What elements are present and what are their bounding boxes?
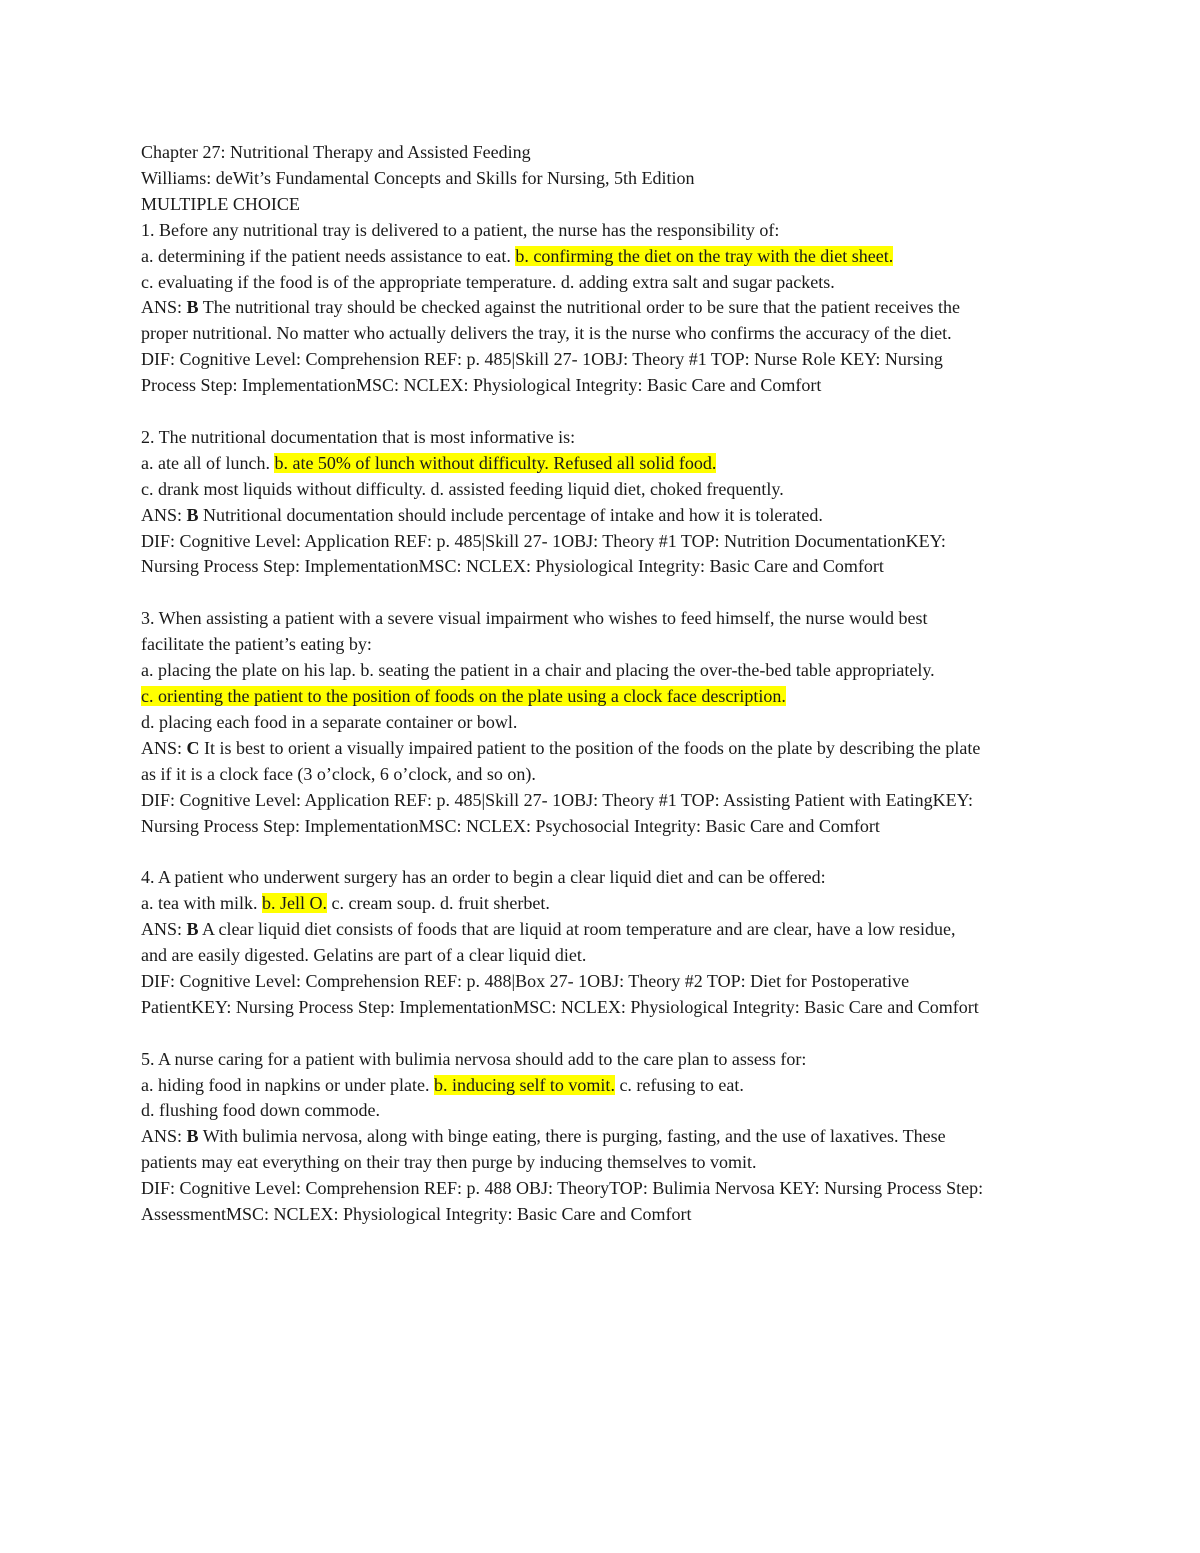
- options-line: [141, 710, 1081, 736]
- book-title: Williams: deWit’s Fundamental Concepts and Skills for Nursing, 5th Edition: [141, 167, 695, 188]
- question-metadata: DIF: Cognitive Level: Application REF: p. 485|Skill 27- 1OBJ: Theory #1 TOP: Assisting Patient with EatingKEY:: [141, 789, 973, 810]
- answer-rationale: [141, 917, 1081, 943]
- rationale-text: It is best to orient a visually impaired patient to the position of the foods on the plate by describing the plate: [199, 737, 981, 758]
- correct-answer-highlight: b. confirming the diet on the tray with the diet sheet.: [515, 245, 894, 266]
- answer-prefix: ANS:: [141, 297, 187, 318]
- options-line: [141, 477, 1081, 503]
- question-block: [141, 1047, 1081, 1228]
- question-metadata: PatientKEY: Nursing Process Step: ImplementationMSC: NCLEX: Physiological Integrity: Basic Care and Comfort: [141, 996, 979, 1017]
- option-text: a. placing the plate on his lap. b. seating the patient in a chair and placing the over-the-bed table appropriately.: [141, 660, 935, 681]
- answer-letter: B: [186, 504, 199, 525]
- section-heading: MULTIPLE CHOICE: [141, 193, 300, 214]
- answer-letter: B: [186, 1126, 199, 1147]
- options-line: [141, 1073, 1081, 1099]
- answer-prefix: ANS:: [141, 919, 187, 940]
- question-metadata: Nursing Process Step: ImplementationMSC: NCLEX: Psychosocial Integrity: Basic Care and Comfort: [141, 815, 880, 836]
- question-stem: 5. A nurse caring for a patient with bulimia nervosa should add to the care plan to assess for:: [141, 1048, 807, 1069]
- answer-prefix: ANS:: [141, 504, 187, 525]
- answer-rationale: [141, 1124, 1081, 1150]
- rationale-text: With bulimia nervosa, along with binge eating, there is purging, fasting, and the use of laxatives. These: [198, 1126, 946, 1147]
- answer-prefix: ANS:: [141, 737, 187, 758]
- option-text: a. determining if the patient needs assistance to eat.: [141, 245, 516, 266]
- option-text: a. tea with milk.: [141, 893, 262, 914]
- answer-letter: B: [186, 297, 199, 318]
- option-text: a. ate all of lunch.: [141, 452, 275, 473]
- question-list: [141, 218, 1081, 1228]
- correct-answer-highlight: b. Jell O.: [261, 893, 327, 914]
- correct-answer-highlight: c. orienting the patient to the position of foods on the plate using a clock face description.: [141, 686, 786, 706]
- answer-letter: B: [186, 919, 199, 940]
- answer-rationale: [141, 321, 1081, 347]
- question-metadata: DIF: Cognitive Level: Comprehension REF: p. 488|Box 27- 1OBJ: Theory #2 TOP: Diet for Postoperative: [141, 970, 910, 991]
- question-block: [141, 606, 1081, 839]
- question-metadata: AssessmentMSC: NCLEX: Physiological Integrity: Basic Care and Comfort: [141, 1204, 692, 1225]
- correct-answer-highlight: b. inducing self to vomit.: [433, 1074, 615, 1095]
- question-metadata: DIF: Cognitive Level: Comprehension REF: p. 488 OBJ: TheoryTOP: Bulimia Nervosa KEY: Nursing Process Step:: [141, 1178, 984, 1199]
- answer-rationale: [141, 943, 1081, 969]
- options-line: [141, 684, 1081, 710]
- paragraph-gap: [141, 839, 1081, 865]
- answer-rationale: [141, 736, 1081, 762]
- question-metadata: Nursing Process Step: ImplementationMSC: NCLEX: Physiological Integrity: Basic Care and Comfort: [141, 556, 884, 577]
- options-line: [141, 1098, 1081, 1124]
- option-text: d. flushing food down commode.: [141, 1100, 380, 1121]
- rationale-text: proper nutritional. No matter who actually delivers the tray, it is the nurse who confirms the accuracy of the diet.: [141, 323, 952, 344]
- option-text: c. cream soup. d. fruit sherbet.: [326, 893, 550, 914]
- rationale-text: A clear liquid diet consists of foods that are liquid at room temperature and are clear, have a low residue,: [198, 919, 956, 940]
- question-metadata: Process Step: ImplementationMSC: NCLEX: Physiological Integrity: Basic Care and Comfort: [141, 375, 822, 396]
- answer-prefix: ANS:: [141, 1126, 187, 1147]
- question-stem: 3. When assisting a patient with a severe visual impairment who wishes to feed himself, the nurse would best: [141, 608, 928, 629]
- rationale-text: Nutritional documentation should include percentage of intake and how it is tolerated.: [198, 504, 823, 525]
- options-line: [141, 891, 1081, 917]
- question-block: [141, 218, 1081, 399]
- question-stem: facilitate the patient’s eating by:: [141, 634, 372, 655]
- paragraph-gap: [141, 1021, 1081, 1047]
- rationale-text: as if it is a clock face (3 o’clock, 6 o’clock, and so on).: [141, 763, 536, 784]
- rationale-text: patients may eat everything on their tray then purge by inducing themselves to vomit.: [141, 1152, 757, 1173]
- question-metadata: DIF: Cognitive Level: Comprehension REF: p. 485|Skill 27- 1OBJ: Theory #1 TOP: Nurse Role KEY: Nursing: [141, 349, 943, 370]
- answer-rationale: [141, 295, 1081, 321]
- question-stem: 2. The nutritional documentation that is most informative is:: [141, 426, 576, 447]
- rationale-text: and are easily digested. Gelatins are part of a clear liquid diet.: [141, 945, 587, 966]
- document-page: [141, 140, 1081, 1228]
- answer-rationale: [141, 503, 1081, 529]
- question-block: [141, 865, 1081, 1020]
- options-line: [141, 270, 1081, 296]
- rationale-text: The nutritional tray should be checked against the nutritional order to be sure that the patient receives the: [198, 297, 960, 318]
- option-text: c. drank most liquids without difficulty. d. assisted feeding liquid diet, choked frequently.: [141, 478, 784, 499]
- paragraph-gap: [141, 399, 1081, 425]
- option-text: a. hiding food in napkins or under plate.: [141, 1074, 434, 1095]
- option-text: c. refusing to eat.: [614, 1074, 744, 1095]
- paragraph-gap: [141, 580, 1081, 606]
- answer-rationale: [141, 762, 1081, 788]
- options-line: [141, 244, 1081, 270]
- question-stem: 1. Before any nutritional tray is delivered to a patient, the nurse has the responsibility of:: [141, 219, 780, 240]
- options-line: [141, 451, 1081, 477]
- question-stem: 4. A patient who underwent surgery has an order to begin a clear liquid diet and can be offered:: [141, 867, 826, 888]
- chapter-title: Chapter 27: Nutritional Therapy and Assisted Feeding: [141, 142, 531, 162]
- question-block: [141, 425, 1081, 580]
- option-text: c. evaluating if the food is of the appropriate temperature. d. adding extra salt and sugar packets.: [141, 271, 835, 292]
- answer-rationale: [141, 1150, 1081, 1176]
- option-text: d. placing each food in a separate container or bowl.: [141, 711, 518, 732]
- answer-letter: C: [186, 737, 200, 758]
- correct-answer-highlight: b. ate 50% of lunch without difficulty. Refused all solid food.: [274, 452, 717, 473]
- question-metadata: DIF: Cognitive Level: Application REF: p. 485|Skill 27- 1OBJ: Theory #1 TOP: Nutrition DocumentationKEY:: [141, 530, 946, 551]
- options-line: [141, 658, 1081, 684]
